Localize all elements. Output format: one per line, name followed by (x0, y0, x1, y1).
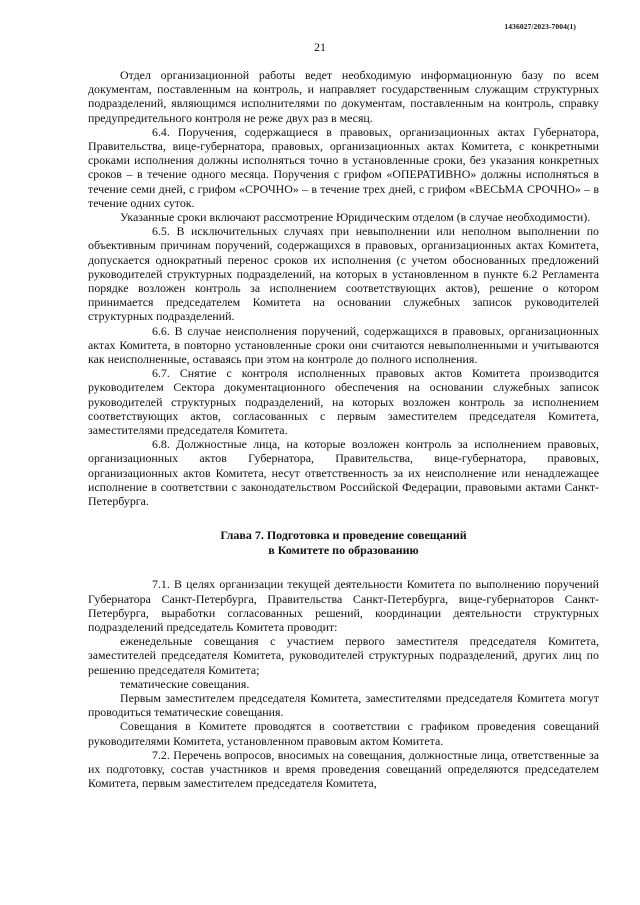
paragraph-meeting-schedule (88, 719, 599, 747)
chapter-title: Глава 7. Подготовка и проведение совещаний (220, 528, 467, 543)
paragraph-text: Отдел организационной работы ведет необходимую информационную базу по всем документам, поставленным на контроль, и направляет государственным служащим структурных подразделений, являющимся исполнителями по документам, поставленным на контроль, справку предупредительного контроля не реже двух раз в месяц. (88, 68, 599, 125)
paragraph-text: В случае неисполнения поручений, содержащихся в правовых, организационных актах Комитета, в повторно установленные сроки они считаются невыполненными и учитываются как неисполненные, оставаясь при этом на контроле до полного исполнения. (88, 323, 599, 367)
paragraph-number: 6.8. (152, 437, 170, 452)
paragraph-7-2 (88, 748, 599, 791)
paragraph-text: Указанные сроки включают рассмотрение Юридическим отделом (в случае необходимости). (120, 210, 591, 225)
paragraph-number: 7.1. (152, 577, 170, 592)
paragraph-7-1 (88, 577, 599, 634)
paragraph-thematic-meetings (88, 677, 599, 691)
paragraph-text: Должностные лица, на которые возложен контроль за исполнением правовых, организационных актов Губернатора, Правительства, вице-губернатора, правовых, организационных актов Комитета, несут ответственность за их неисполнение или ненадлежащее исполнение в соответствии с законодательством Российской Федерации, правовыми актами Санкт-Петербурга. (88, 437, 599, 509)
chapter-heading (88, 528, 599, 557)
paragraph-text: Первым заместителем председателя Комитета, заместителями председателя Комитета могут проводиться тематические совещания. (88, 690, 599, 720)
paragraph-text: В исключительных случаях при невыполнении или неполном выполнении по объективным причинам поручений, содержащихся в правовых, организационных актах Комитета, допускается однократный перенос сроков их исполнения (с учетом обоснованных предложений руководителей структурных подразделений, на которых в установленном в пункте 6.2 Регламента порядке возложен контроль за исполнением соответствующих актов), решение о котором принимается председателем Комитета на основании служебных записок руководителей структурных подразделений. (88, 224, 599, 324)
chapter-subtitle: в Комитете по образованию (268, 542, 419, 557)
paragraph-6-8 (88, 437, 599, 508)
paragraph-text: Совещания в Комитете проводятся в соответствии с графиком проведения совещаний руководителями Комитета, установленном правовым актом Комитета. (88, 719, 599, 748)
paragraph-6-5 (88, 224, 599, 323)
page-number: 21 (314, 40, 326, 54)
paragraph-weekly-meetings (88, 634, 599, 677)
paragraph-text: еженедельные совещания с участием первого заместителя председателя Комитета, заместителей председателя Комитета, руководителей структурных подразделений, других лиц по решению председателя Комитета; (88, 634, 599, 677)
document-id: 1436027/2023-7004(1) (504, 22, 576, 31)
paragraph-text: В целях организации текущей деятельности Комитета по выполнению поручений Губернатора Санкт-Петербурга, Правительства Санкт-Петербурга, вице-губернаторов Санкт-Петербурга, выработки согласованных решений, координации деятельности структурных подразделений председатель Комитета проводит: (88, 577, 599, 634)
paragraph-6-6 (88, 324, 599, 367)
paragraph-number: 6.5. (152, 224, 170, 239)
paragraph-6-4 (88, 125, 599, 210)
paragraph-text: Перечень вопросов, вносимых на совещания, должностные лица, ответственные за их подготовку, состав участников и время проведения совещаний определяются председателем Комитета, первым заместителем председателя Комитета, (88, 747, 599, 791)
paragraph-number: 6.7. (152, 366, 170, 381)
paragraph-6-3-cont (88, 68, 599, 125)
paragraph-6-7 (88, 366, 599, 437)
paragraph-deputies-meetings (88, 691, 599, 719)
paragraph-number: 7.2. (152, 747, 170, 762)
paragraph-number: 6.4. (152, 124, 170, 139)
paragraph-text: Снятие с контроля исполненных правовых актов Комитета производится руководителем Сектора документационного обеспечения на основании служебных записок руководителей структурных подразделений, на которых возложен контроль за исполнением соответствующих актов, согласованных с первым заместителем председателя Комитета, заместителями председателя Комитета. (88, 366, 599, 438)
paragraph-text: тематические совещания. (120, 676, 250, 691)
paragraph-text: Поручения, содержащиеся в правовых, организационных актах Губернатора, Правительства, вице-губернатора, правовых, организационных актах Комитета, с конкретными сроками исполнения должны исполняться точно в установленные сроки, без указания конкретных сроков – в течение одного месяца. Поручения с грифом «ОПЕРАТИВНО» должны исполняться в течение семи дней, с грифом «СРОЧНО» – в течение трех дней, с грифом «ВЕСЬМА СРОЧНО» – в течение одних суток. (88, 124, 599, 210)
paragraph-number: 6.6. (152, 323, 170, 338)
paragraph-6-4-note (88, 210, 599, 224)
document-body (88, 68, 599, 790)
